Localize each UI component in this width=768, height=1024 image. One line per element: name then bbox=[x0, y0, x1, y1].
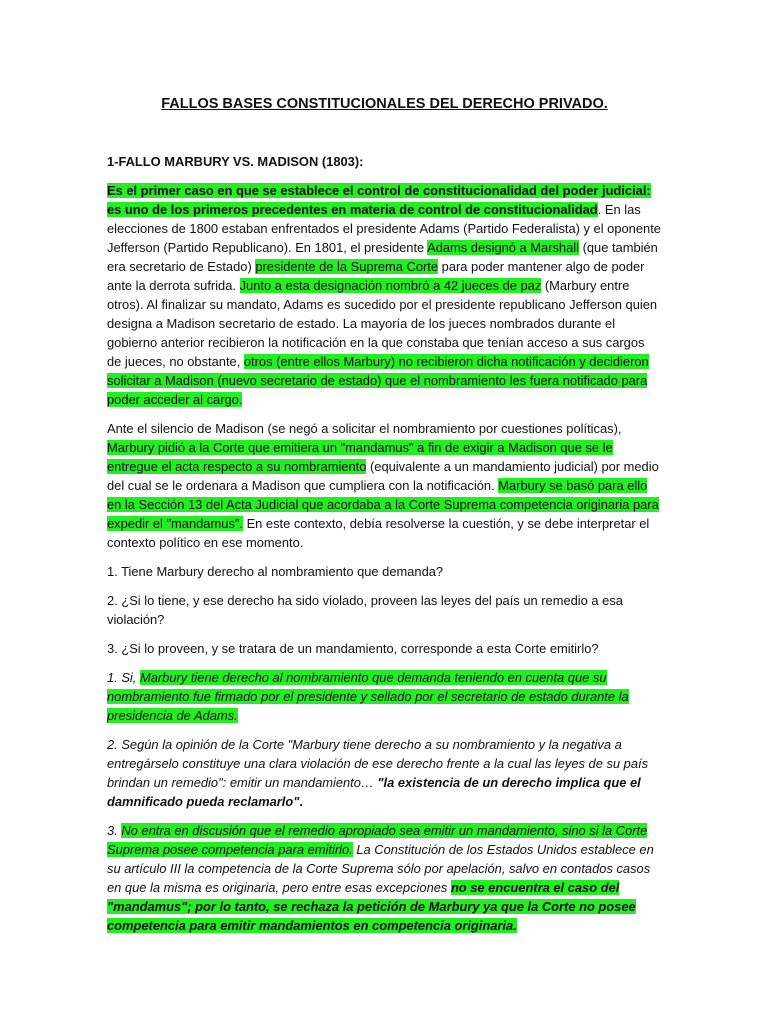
highlight-text: otros (entre ellos Marbury) no recibieron dicha notificación y decidieron solicitar a Madison (nuevo secretario de estado) que el nombramiento les fuera notificado para poder acceder al cargo. bbox=[107, 354, 649, 407]
body-text: (equivalente a un mandamiento judicial) por medio del cual se le ordenara a Madison que cumpliera con la notificación. bbox=[107, 459, 659, 493]
body-text: 2. Según la opinión de la Corte "Marbury tiene derecho a su nombramiento y la negativa a entregárselo constituye una clara violación de ese derecho frente a la cual las leyes de su país brindan un remedio": emitir un mandamiento… bbox=[107, 737, 649, 790]
question-1: 1. Tiene Marbury derecho al nombramiento que demanda? bbox=[107, 564, 444, 579]
body-text: (Marbury entre otros). Al finalizar su mandato, Adams es sucedido por el presidente republicano Jefferson quien designa a Madison secretario de estado. La mayoría de los jueces nombrados durante el gobierno anterior recibieron la notificación en la que constaba que tenían acceso a sus cargos de jueces, no obstante, bbox=[107, 278, 658, 369]
bold-quote: "la existencia de un derecho implica que el damnificado pueda reclamarlo" bbox=[107, 775, 641, 809]
answer-2 bbox=[107, 735, 662, 811]
paragraph-context bbox=[107, 419, 662, 552]
highlight-text: presidente de la Suprema Corte bbox=[255, 259, 439, 274]
highlight-text: Adams designó a Marshall bbox=[427, 240, 579, 255]
highlight-text: Junto a esta designación nombró a 42 jueces de paz bbox=[239, 278, 542, 293]
body-text: Ante el silencio de Madison (se negó a solicitar el nombramiento por cuestiones políticas), bbox=[107, 421, 622, 436]
body-text: 1. Si, bbox=[107, 670, 140, 685]
body-text: En este contexto, debía resolverse la cuestión, y se debe interpretar el contexto político en ese momento. bbox=[107, 516, 650, 550]
question-2: 2. ¿Si lo tiene, y ese derecho ha sido violado, proveen las leyes del país un remedio a esa violación? bbox=[107, 593, 623, 627]
highlight-text: Marbury se basó para ello en la Sección 13 del Acta Judicial que acordaba a la Corte Suprema competencia originaria para expedir el "mandamus". bbox=[107, 478, 659, 531]
body-text: 3. bbox=[107, 823, 122, 838]
body-text: . bbox=[299, 794, 303, 809]
body-text: (que también era secretario de Estado) bbox=[107, 240, 658, 274]
highlight-text: no se encuentra el caso del "mandamus"; por lo tanto, se rechaza la petición de Marbury ya que la Corte no posee competencia para emitir mandamientos en competencia originaria. bbox=[107, 880, 636, 933]
highlight-text: No entra en discusión que el remedio apropiado sea emitir un mandamiento, sino si la Corte Suprema posee competencia para emitirlo. bbox=[107, 823, 648, 857]
highlight-text: Marbury tiene derecho al nombramiento que demanda teniendo en cuenta que su nombramiento fue firmado por el presidente y sellado por el secretario de estado durante la presidencia de Adams. bbox=[107, 670, 629, 723]
body-text: para poder mantener algo de poder ante la derrota sufrida. bbox=[107, 259, 645, 293]
paragraph-intro bbox=[107, 181, 662, 409]
highlight-text: Es el primer caso en que se establece el control de constitucionalidad del poder judicial: es uno de los primeros precedentes en materia de control de constitucionalidad bbox=[107, 183, 651, 217]
body-text: La Constitución de los Estados Unidos establece en su artículo III la competencia de la Corte Suprema sólo por apelación, salvo en contados casos en que la misma es originaria, pero entre esas excepciones bbox=[107, 842, 654, 895]
answer-1 bbox=[107, 668, 662, 725]
document-title: FALLOS BASES CONSTITUCIONALES DEL DERECHO PRIVADO. bbox=[161, 96, 608, 112]
question-3: 3. ¿Si lo proveen, y se tratara de un mandamiento, corresponde a esta Corte emitirlo? bbox=[107, 641, 599, 656]
answer-3 bbox=[107, 821, 662, 935]
document-body bbox=[107, 94, 662, 945]
section-title: 1-FALLO MARBURY VS. MADISON (1803): bbox=[107, 154, 364, 169]
highlight-text: Marbury pidió a la Corte que emitiera un "mandamus" a fin de exigir a Madison que se le entregue el acta respecto a su nombramiento bbox=[107, 440, 613, 474]
body-text: . En las elecciones de 1800 estaban enfrentados el presidente Adams (Partido Federalista) y el oponente Jefferson (Partido Republicano). En 1801, el presidente bbox=[107, 202, 661, 255]
